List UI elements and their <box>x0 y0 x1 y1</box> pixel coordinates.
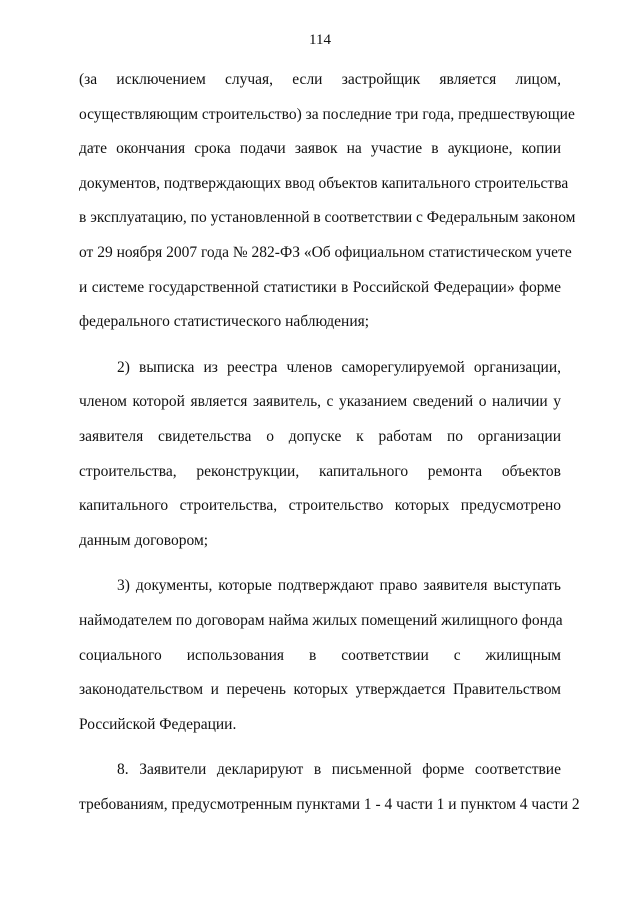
text-line: 8. Заявители декларируют в письменной форме соответствие <box>117 761 561 779</box>
text-line: заявителя свидетельства о допуске к работам по организации <box>79 427 561 445</box>
text-line: и системе государственной статистики в Российской Федерации» форме <box>79 278 561 296</box>
text-line: членом которой является заявитель, с указанием сведений о наличии у <box>79 393 561 411</box>
page-number: 114 <box>309 32 331 48</box>
text-line: требованиям, предусмотренным пунктами 1 - 4 части 1 и пунктом 4 части 2 <box>79 795 580 813</box>
text-line: 3) документы, которые подтверждают право заявителя выступать <box>117 577 561 595</box>
text-line: строительства, реконструкции, капитального ремонта объектов <box>79 462 561 480</box>
text-line: Российской Федерации. <box>79 715 237 733</box>
text-line: (за исключением случая, если застройщик является лицом, <box>79 71 561 88</box>
text-line: социального использования в соответствии с жилищным <box>79 646 561 664</box>
text-line: наймодателем по договорам найма жилых помещений жилищного фонда <box>79 611 563 629</box>
text-line: осуществляющим строительство) за последние три года, предшествующие <box>79 105 575 123</box>
text-line: в эксплуатацию, по установленной в соответствии с Федеральным законом <box>79 209 576 227</box>
paragraph-item-3 <box>79 569 561 742</box>
paragraph-continuation <box>79 63 576 340</box>
text-line: данным договором; <box>79 531 209 549</box>
text-line: 2) выписка из реестра членов саморегулируемой организации, <box>117 358 561 376</box>
paragraph-point-8 <box>79 753 580 822</box>
text-line: федерального статистического наблюдения; <box>79 313 370 331</box>
text-line: законодательством и перечень которых утверждается Правительством <box>79 681 561 699</box>
text-line: капитального строительства, строительство которых предусмотрено <box>79 497 561 515</box>
text-line: документов, подтверждающих ввод объектов капитального строительства <box>79 174 569 192</box>
paragraph-item-2 <box>79 351 561 559</box>
text-line: дате окончания срока подачи заявок на участие в аукционе, копии <box>79 140 561 158</box>
document-body <box>79 63 580 822</box>
text-line: от 29 ноября 2007 года № 282-ФЗ «Об официальном статистическом учете <box>79 243 572 261</box>
